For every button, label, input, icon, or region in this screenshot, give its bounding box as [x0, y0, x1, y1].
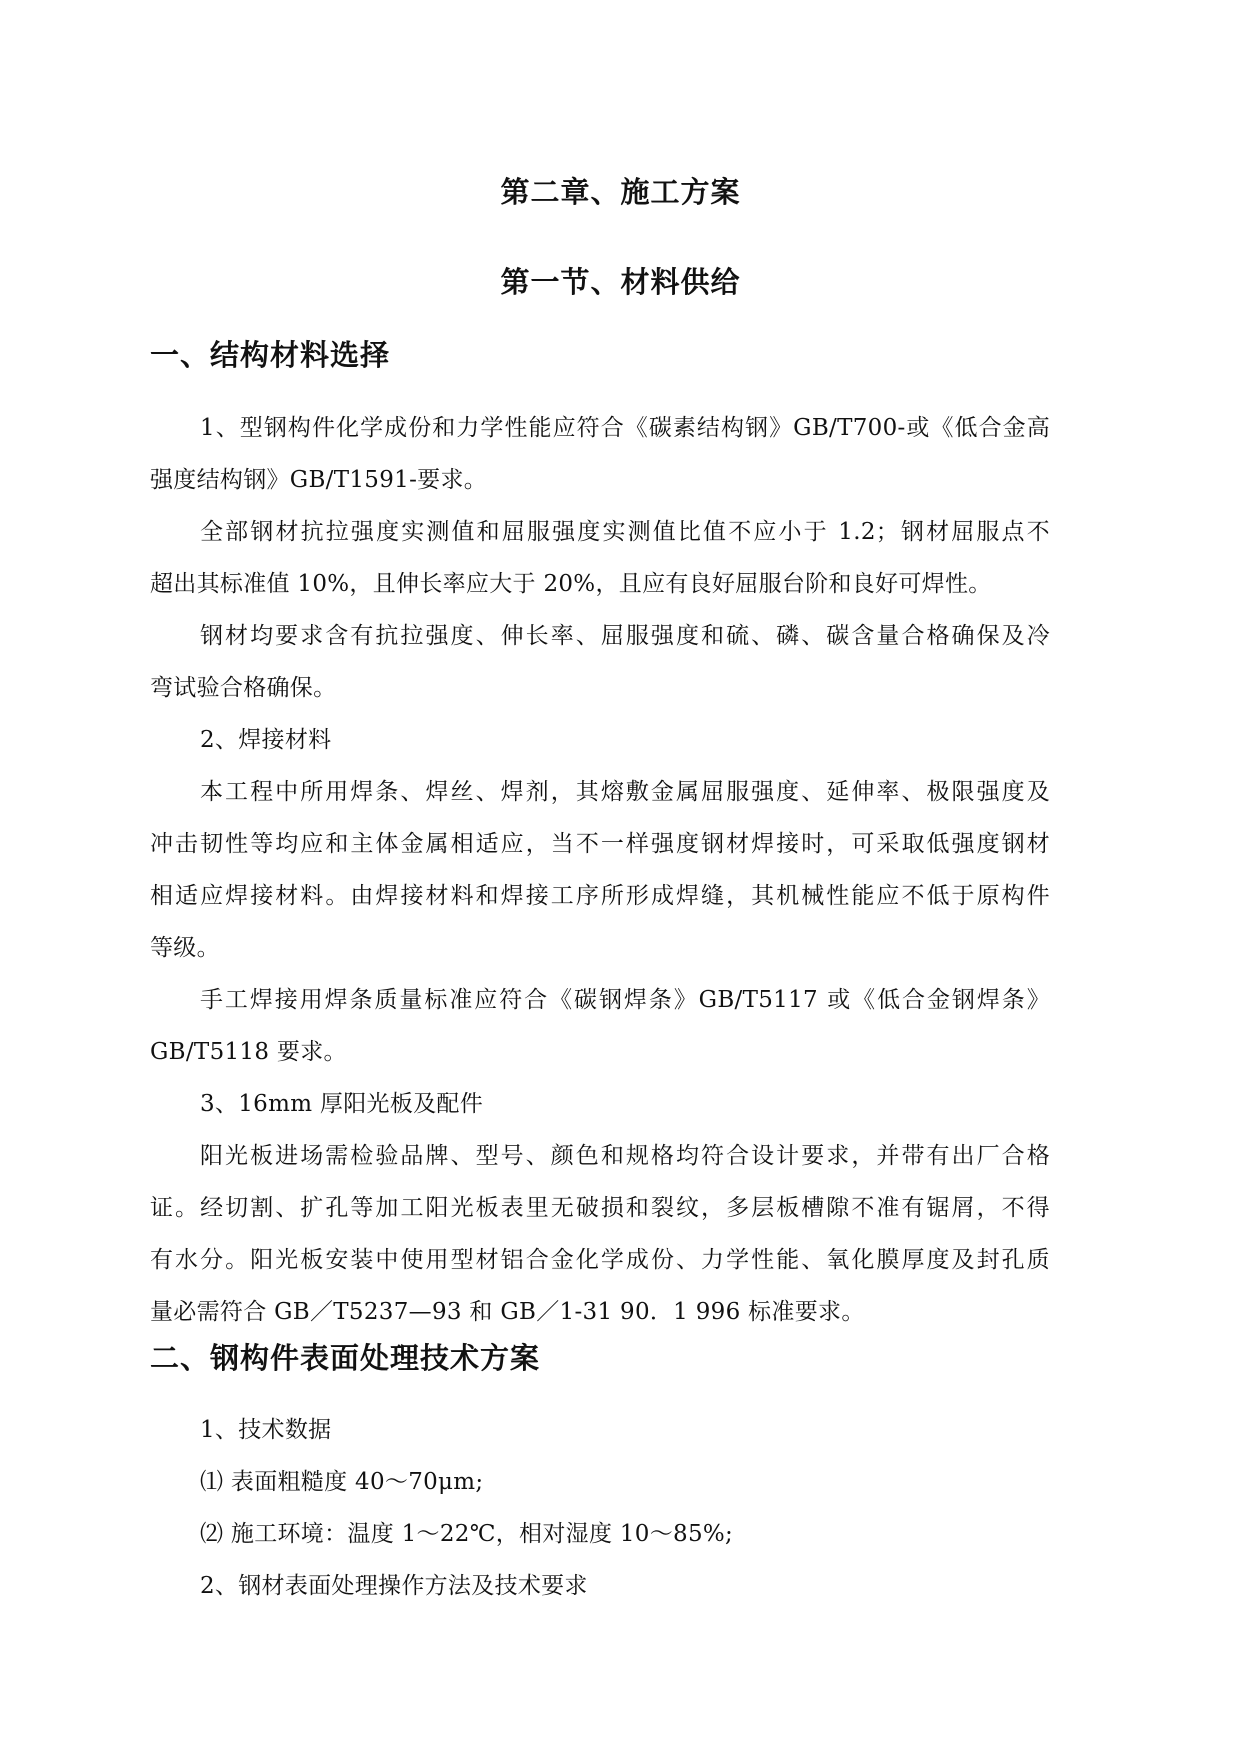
text-line: ⑵ 施工环境：温度 1～22℃，相对湿度 10～85%;	[200, 1521, 734, 1547]
item-construction-environment	[150, 1508, 1050, 1560]
chapter-title: 第二章、施工方案	[500, 175, 741, 209]
text-line: 相适应焊接材料。由焊接材料和焊接工序所形成焊缝，其机械性能应不低于原构件	[150, 883, 1050, 909]
text-line: 阳光板进场需检验品牌、型号、颜色和规格均符合设计要求，并带有出厂合格	[200, 1143, 1050, 1169]
subheading-welding-materials	[150, 714, 1050, 766]
subheading-technical-data	[150, 1404, 1050, 1456]
heading-structural-materials: 一、结构材料选择	[150, 338, 391, 372]
item-surface-roughness	[150, 1456, 1050, 1508]
text-line: 强度结构钢》GB/T1591-要求。	[150, 467, 488, 493]
paragraph-steel-strength	[150, 506, 1050, 610]
paragraph-steel-standard	[150, 402, 1050, 506]
text-line: 1、型钢构件化学成份和力学性能应符合《碳素结构钢》GB/T700-或《低合金高	[200, 415, 1050, 441]
subheading-surface-treatment-method	[150, 1560, 1050, 1612]
text-line: 冲击韧性等均应和主体金属相适应，当不一样强度钢材焊接时，可采取低强度钢材	[150, 831, 1050, 857]
text-line: 有水分。阳光板安装中使用型材铝合金化学成份、力学性能、氧化膜厚度及封孔质	[150, 1247, 1050, 1273]
text-line: 全部钢材抗拉强度实测值和屈服强度实测值比值不应小于 1.2；钢材屈服点不	[200, 519, 1050, 545]
text-line: 2、焊接材料	[200, 727, 332, 753]
text-line: 超出其标准值 10%，且伸长率应大于 20%，且应有良好屈服台阶和良好可焊性。	[150, 571, 992, 597]
paragraph-sunshine-board	[150, 1130, 1050, 1338]
paragraph-steel-requirements	[150, 610, 1050, 714]
paragraph-electrode-standard	[150, 974, 1050, 1078]
text-line: 本工程中所用焊条、焊丝、焊剂，其熔敷金属屈服强度、延伸率、极限强度及	[200, 779, 1050, 805]
text-line: 钢材均要求含有抗拉强度、伸长率、屈服强度和硫、磷、碳含量合格确保及冷	[200, 623, 1050, 649]
text-line: 手工焊接用焊条质量标准应符合《碳钢焊条》GB/T5117 或《低合金钢焊条》	[200, 987, 1050, 1013]
text-line: GB/T5118 要求。	[150, 1039, 347, 1065]
text-line: 2、钢材表面处理操作方法及技术要求	[200, 1573, 588, 1599]
text-line: 1、技术数据	[200, 1417, 332, 1443]
text-line: ⑴ 表面粗糙度 40～70μm;	[200, 1469, 484, 1495]
heading-surface-treatment: 二、钢构件表面处理技术方案	[150, 1341, 541, 1375]
section-title: 第一节、材料供给	[500, 265, 741, 299]
text-line: 证。经切割、扩孔等加工阳光板表里无破损和裂纹，多层板槽隙不准有锯屑，不得	[150, 1195, 1050, 1221]
paragraph-welding-materials	[150, 766, 1050, 974]
subheading-sunshine-board	[150, 1078, 1050, 1130]
text-line: 3、16mm 厚阳光板及配件	[200, 1091, 484, 1117]
text-line: 弯试验合格确保。	[150, 675, 337, 701]
text-line: 等级。	[150, 935, 220, 961]
text-line: 量必需符合 GB／T5237—93 和 GB／1-31 90．1 996 标准要求。	[150, 1299, 865, 1325]
